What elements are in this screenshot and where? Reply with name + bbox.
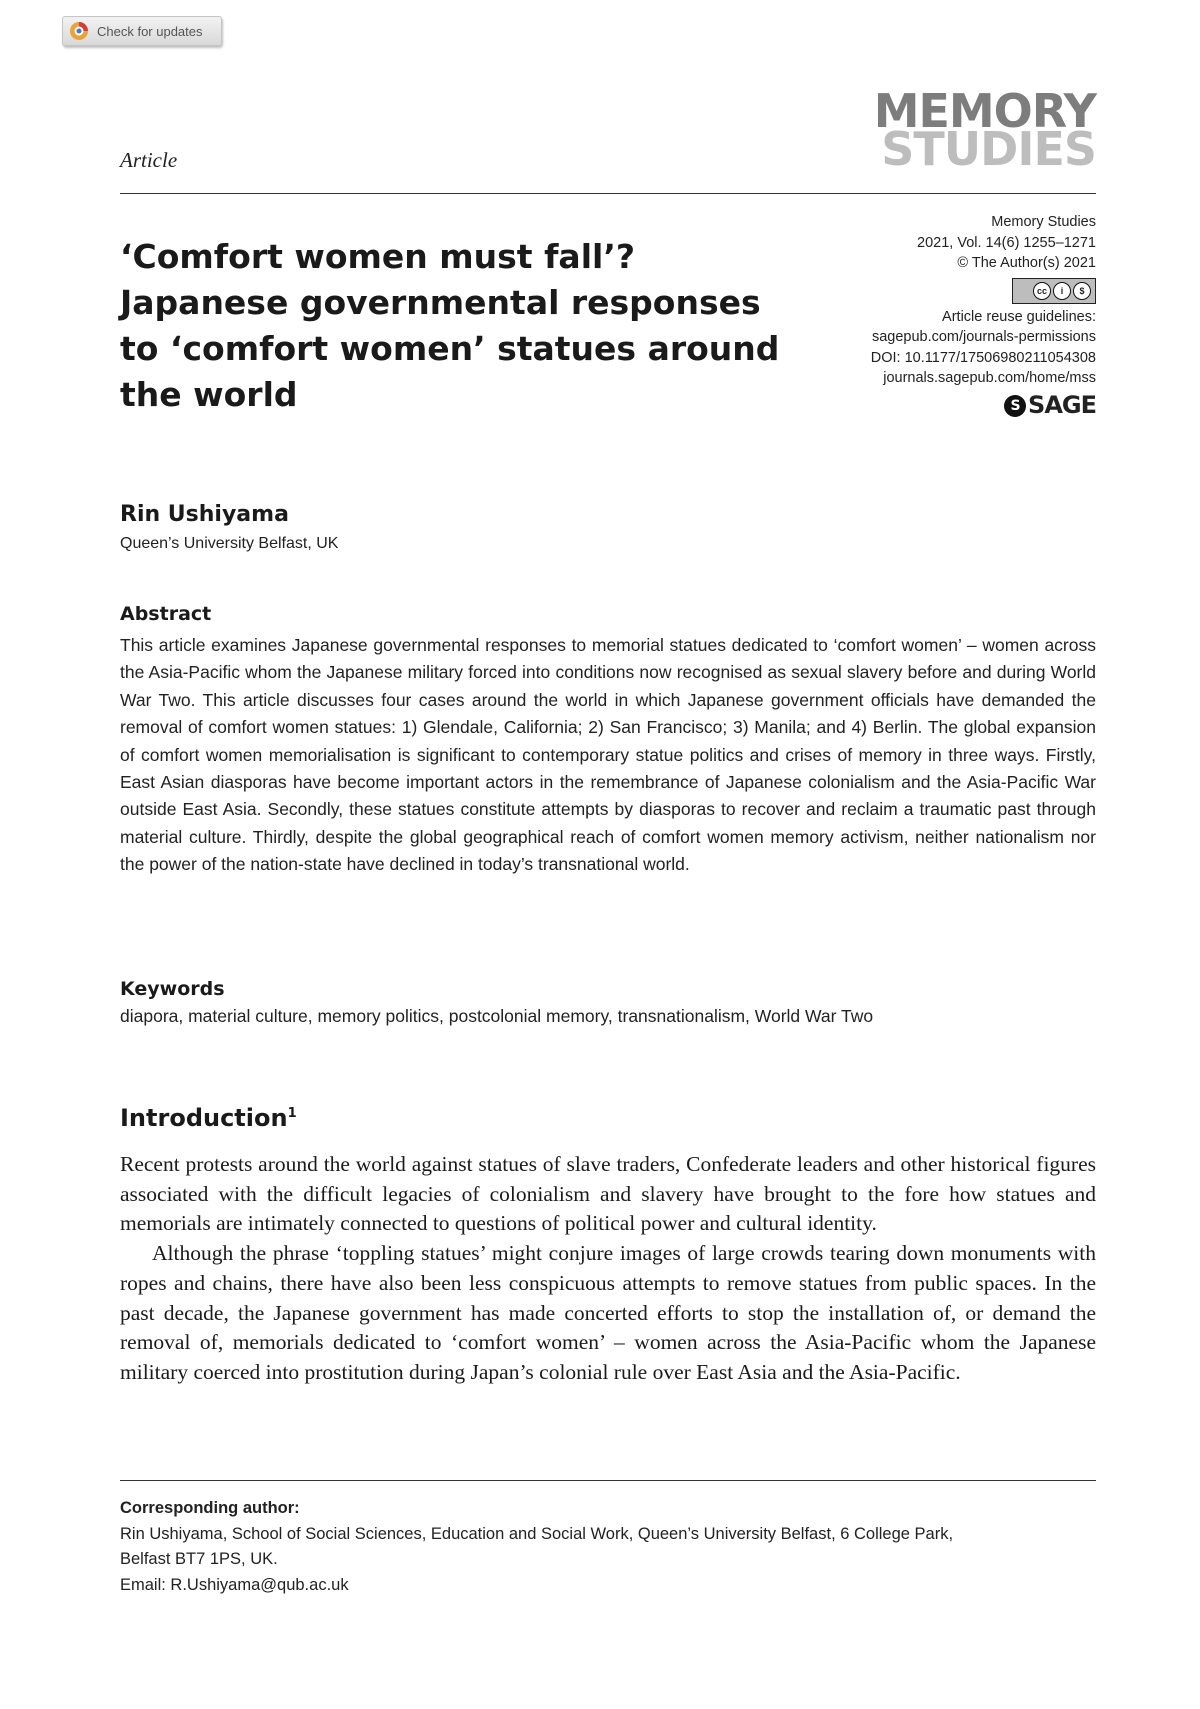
corresponding-author-block xyxy=(120,1496,1096,1598)
article-type-label: Article xyxy=(120,148,178,172)
introduction-body xyxy=(120,1150,1096,1388)
journal-logo-line2: STUDIES xyxy=(881,122,1096,176)
check-for-updates-label: Check for updates xyxy=(97,23,203,39)
corresponding-author-address-line2: Belfast BT7 1PS, UK. xyxy=(120,1550,278,1568)
cc-by-nc-icon[interactable]: cc i $ xyxy=(1012,278,1096,304)
reuse-guidelines-link[interactable]: sagepub.com/journals-permissions xyxy=(871,329,1096,345)
journal-logo-line1: MEMORY xyxy=(873,84,1096,138)
author-affiliation: Queen’s University Belfast, UK xyxy=(120,535,339,552)
keywords-heading: Keywords xyxy=(120,978,225,1000)
sage-logo xyxy=(1004,391,1096,420)
abstract-heading: Abstract xyxy=(120,603,212,625)
author-name: Rin Ushiyama xyxy=(120,502,289,527)
journal-url-link[interactable]: journals.sagepub.com/home/mss xyxy=(883,370,1096,386)
journal-logo xyxy=(832,84,1096,176)
volume-info: 2021, Vol. 14(6) 1255–1271 xyxy=(917,234,1096,251)
crossmark-update-icon xyxy=(69,21,89,41)
sage-logo-text: SAGE xyxy=(1028,391,1096,420)
publication-meta xyxy=(736,212,1096,420)
introduction-heading-text: Introduction xyxy=(120,1104,288,1132)
introduction-heading xyxy=(120,1104,297,1132)
footer-divider xyxy=(120,1480,1096,1481)
check-for-updates-button[interactable] xyxy=(62,16,222,46)
corresponding-author-label: Corresponding author: xyxy=(120,1499,300,1517)
corresponding-author-address: Rin Ushiyama, School of Social Sciences, Education and Social Work, Queen’s University Belfast, 6 College Park, xyxy=(120,1524,954,1543)
keywords-text: diapora, material culture, memory politics, postcolonial memory, transnationalism, World War Two xyxy=(120,1006,874,1026)
abstract-text: This article examines Japanese governmental responses to memorial statues dedicated to ‘comfort women’ – women across the Asia-Pacific whom the Japanese military forced into conditions now recognised as sexual slavery before and during World War Two. This article discusses four cases around the world in which Japanese government officials have demanded the removal of comfort women statues: 1) Glendale, California; 2) San Francisco; 3) Manila; and 4) Berlin. The global expansion of comfort women memorialisation is significant to contemporary statue politics and crises of memory in three ways. Firstly, East Asian diasporas have become important actors in the remembrance of Japanese colonialism and the Asia-Pacific War outside East Asia. Secondly, these statues constitute attempts by diasporas to recover and reclaim a traumatic past through material culture. Thirdly, despite the global geographical reach of comfort women memory activism, neither nationalism nor the power of the nation-state have declined in today’s transnational world. xyxy=(120,635,1096,875)
journal-name: Memory Studies xyxy=(991,214,1096,230)
sage-mark-icon: S xyxy=(1004,395,1026,417)
doi-link[interactable]: DOI: 10.1177/17506980211054308 xyxy=(870,349,1096,366)
paragraph: Although the phrase ‘toppling statues’ might conjure images of large crowds tearing down monuments with ropes and chains, there have also been less conspicuous attempts to remove statues from public spaces. In the past decade, the Japanese government has made concerted efforts to stop the installation of, or demand the removal of, memorials dedicated to ‘comfort women’ – women across the Asia-Pacific whom the Japanese military coerced into prostitution during Japan’s colonial rule over East Asia and the Asia-Pacific. xyxy=(120,1241,1096,1384)
copyright-line: © The Author(s) 2021 xyxy=(957,255,1096,271)
corresponding-author-email[interactable]: Email: R.Ushiyama@qub.ac.uk xyxy=(120,1575,349,1594)
footnote-marker[interactable]: 1 xyxy=(287,1106,297,1121)
article-title: ‘Comfort women must fall’? Japanese governmental responses to ‘comfort women’ statues around the world xyxy=(120,237,780,414)
paragraph: Recent protests around the world against statues of slave traders, Confederate leaders and other historical figures associated with the difficult legacies of colonialism and slavery have brought to the fore how statues and memorials are intimately connected to questions of political power and cultural identity. xyxy=(120,1152,1096,1236)
reuse-guidelines-label: Article reuse guidelines: xyxy=(942,308,1096,325)
header-divider xyxy=(120,193,1096,194)
